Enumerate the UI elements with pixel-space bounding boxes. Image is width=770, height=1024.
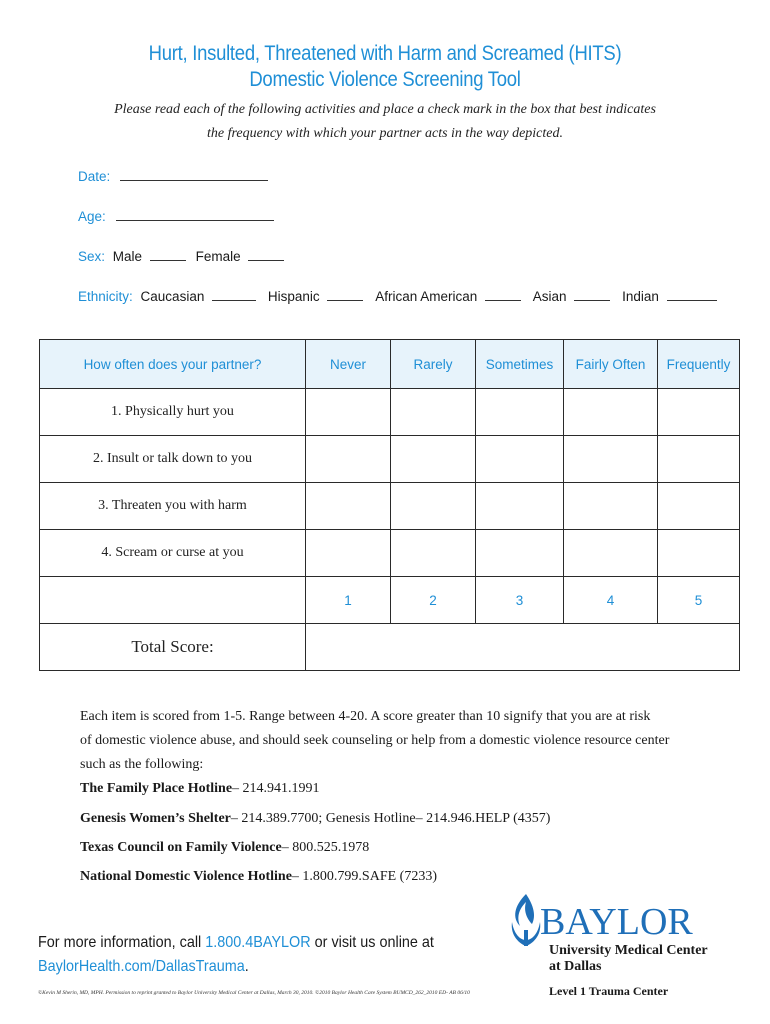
copyright-notice: ©Kevin M Sherin, MD, MPH. Permission to reprint granted to Baylor University Medical Center at Dallas, March 30, 2010. ©2010 Baylor Health Care System BUMCD_262_2010 ED- AB 06/10: [38, 990, 470, 996]
total-row: [40, 624, 740, 671]
table-header-row: [40, 340, 740, 389]
hotline-detail: – 214.389.7700; Genesis Hotline– 214.946.HELP (4357): [230, 811, 551, 826]
hotline-detail: – 1.800.799.SAFE (7233): [291, 869, 437, 884]
ethnicity-option-asian: Asian: [532, 289, 567, 304]
baylor-wordmark: BAYLOR: [540, 901, 693, 943]
score-value: 4: [564, 577, 658, 624]
caucasian-blank[interactable]: [212, 288, 256, 301]
title-line-2: Domestic Violence Screening Tool: [249, 68, 521, 91]
column-sometimes: Sometimes: [476, 340, 564, 389]
hotline-national: [80, 869, 437, 885]
checkbox-cell[interactable]: [564, 389, 658, 436]
more-info-line-2: [38, 958, 249, 976]
checkbox-cell[interactable]: [564, 530, 658, 577]
checkbox-cell[interactable]: [391, 530, 476, 577]
score-value: 2: [391, 577, 476, 624]
score-row-label: [40, 577, 306, 624]
checkbox-cell[interactable]: [658, 483, 740, 530]
checkbox-cell[interactable]: [476, 436, 564, 483]
table-row: [40, 436, 740, 483]
website-suffix: .: [244, 958, 249, 975]
female-blank[interactable]: [248, 248, 284, 261]
table-row: [40, 530, 740, 577]
age-label: Age:: [78, 209, 106, 224]
checkbox-cell[interactable]: [306, 530, 391, 577]
scoring-line-3: such as the following:: [80, 757, 204, 772]
scoring-line-1: Each item is scored from 1-5. Range between 4-20. A score greater than 10 signify that you are at risk: [80, 709, 651, 724]
hotline-name: National Domestic Violence Hotline: [80, 869, 292, 884]
sex-field: [78, 248, 284, 264]
african-american-blank[interactable]: [485, 288, 521, 301]
table-row: [40, 483, 740, 530]
logo-line-1: University Medical Center: [549, 943, 708, 958]
indian-blank[interactable]: [667, 288, 717, 301]
checkbox-cell[interactable]: [391, 389, 476, 436]
sex-label: Sex:: [78, 249, 106, 264]
checkbox-cell[interactable]: [658, 530, 740, 577]
score-value: 5: [658, 577, 740, 624]
table-row: [40, 389, 740, 436]
checkbox-cell[interactable]: [476, 389, 564, 436]
total-score-field[interactable]: [306, 624, 740, 671]
hotline-detail: – 214.941.1991: [232, 781, 320, 796]
age-blank[interactable]: [116, 208, 274, 221]
checkbox-cell[interactable]: [476, 483, 564, 530]
column-never: Never: [306, 340, 391, 389]
scoring-paragraph: [80, 705, 700, 777]
checkbox-cell[interactable]: [391, 436, 476, 483]
hotline-detail: – 800.525.1978: [281, 840, 370, 855]
date-field[interactable]: [78, 168, 268, 184]
hotline-name: Texas Council on Family Violence: [80, 840, 282, 855]
trauma-center-label: Level 1 Trauma Center: [549, 984, 669, 998]
score-value: 1: [306, 577, 391, 624]
instructions-line-2: the frequency with which your partner acts in the way depicted.: [206, 126, 563, 141]
question-4: 4. Scream or curse at you: [40, 530, 306, 577]
scoring-line-2: of domestic violence abuse, and should seek counseling or help from a domestic violence resource center: [80, 733, 670, 748]
score-value: 3: [476, 577, 564, 624]
column-fairly-often: Fairly Often: [564, 340, 658, 389]
checkbox-cell[interactable]: [658, 436, 740, 483]
hotline-texas-council: [80, 840, 369, 856]
ethnicity-option-caucasian: Caucasian: [140, 289, 205, 304]
hispanic-blank[interactable]: [327, 288, 363, 301]
checkbox-cell[interactable]: [306, 436, 391, 483]
instructions-line-1: Please read each of the following activities and place a check mark in the box that best indicates: [114, 102, 656, 117]
hotline-genesis: [80, 811, 550, 827]
hotline-family-place: [80, 781, 320, 797]
screening-table: [39, 339, 740, 671]
checkbox-cell[interactable]: [658, 389, 740, 436]
title-line-1: Hurt, Insulted, Threatened with Harm and Screamed (HITS): [148, 42, 622, 65]
checkbox-cell[interactable]: [306, 483, 391, 530]
question-1: 1. Physically hurt you: [40, 389, 306, 436]
more-info-prefix: For more information, call: [38, 934, 206, 951]
ethnicity-option-african-american: African American: [375, 289, 478, 304]
logo-line-2: at Dallas: [549, 959, 602, 974]
male-label: Male: [112, 249, 143, 264]
column-rarely: Rarely: [391, 340, 476, 389]
ethnicity-option-indian: Indian: [622, 289, 659, 304]
male-blank[interactable]: [150, 248, 186, 261]
total-score-label: Total Score:: [40, 624, 306, 671]
ethnicity-label: Ethnicity:: [78, 289, 133, 304]
phone-number[interactable]: 1.800.4BAYLOR: [205, 934, 311, 951]
checkbox-cell[interactable]: [306, 389, 391, 436]
date-label: Date:: [78, 169, 111, 184]
website-link[interactable]: BaylorHealth.com/DallasTrauma: [38, 958, 245, 975]
question-2: 2. Insult or talk down to you: [40, 436, 306, 483]
female-label: Female: [195, 249, 241, 264]
ethnicity-option-hispanic: Hispanic: [267, 289, 320, 304]
checkbox-cell[interactable]: [476, 530, 564, 577]
hotline-name: The Family Place Hotline: [80, 781, 233, 796]
more-info-line-1: [38, 934, 434, 952]
hotline-name: Genesis Women’s Shelter: [80, 811, 231, 826]
ethnicity-field: [78, 288, 717, 304]
age-field[interactable]: [78, 208, 274, 224]
score-row: [40, 577, 740, 624]
more-info-mid: or visit us online at: [310, 934, 434, 951]
asian-blank[interactable]: [574, 288, 610, 301]
date-blank[interactable]: [120, 168, 268, 181]
column-frequently: Frequently: [658, 340, 740, 389]
question-3: 3. Threaten you with harm: [40, 483, 306, 530]
question-header: How often does your partner?: [40, 340, 306, 389]
checkbox-cell[interactable]: [564, 436, 658, 483]
checkbox-cell[interactable]: [564, 483, 658, 530]
checkbox-cell[interactable]: [391, 483, 476, 530]
